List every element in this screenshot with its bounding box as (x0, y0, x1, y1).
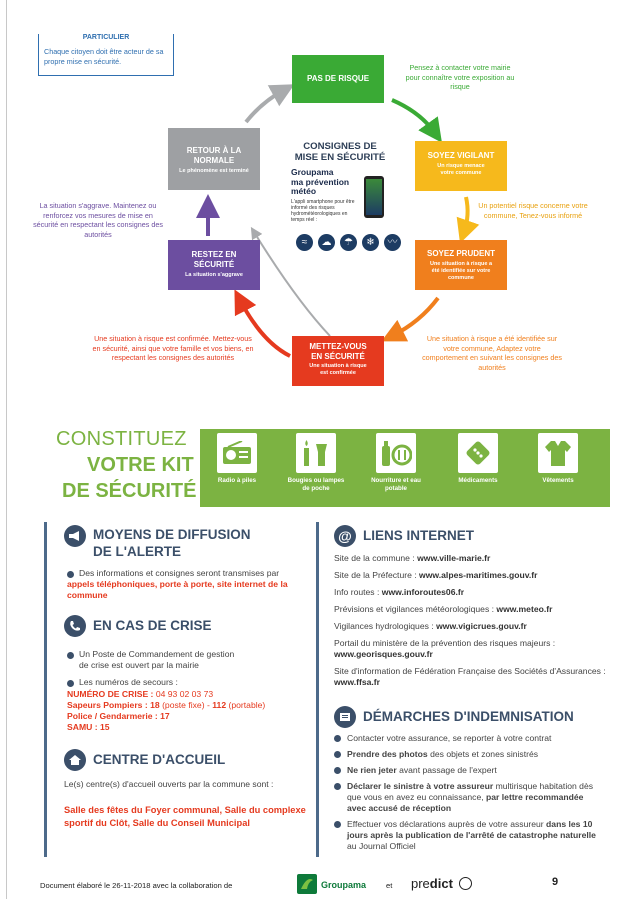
step-restez-title: RESTEZ EN SÉCURITÉ (191, 250, 237, 269)
crise-pompiers-18-note: (poste fixe) (162, 700, 205, 710)
crise-pompiers-112-note: (portable) (228, 700, 266, 710)
snow-icon: ❄ (362, 234, 379, 251)
demarche-item (334, 781, 596, 814)
lien-url[interactable]: www.ffsa.fr (334, 677, 380, 687)
particulier-text: Chaque citoyen doit être acteur de sa propre mise en sécurité. (44, 47, 164, 66)
step-vigilant-sub: Un risque menace votre commune (437, 163, 485, 176)
diffusion-title-line1: MOYENS DE DIFFUSION (93, 527, 251, 542)
flood-icon: 〰 (384, 234, 401, 251)
lien-label: Prévisions et vigilances météorologiques : (334, 604, 495, 614)
rain-icon: ☂ (340, 234, 357, 251)
demarche-bold: par lettre recommandée avec accusé de réception (347, 792, 584, 813)
megaphone-icon (64, 525, 86, 547)
demarches-list (334, 733, 596, 852)
app-desc: L'appli smartphone pour être informé des risques hydrométéorologiques en temps réel : (291, 199, 355, 223)
diffusion-title-line2: DE L'ALERTE (93, 544, 181, 559)
kit-item-medicaments (446, 433, 510, 485)
crise-numero-label: NUMÉRO DE CRISE : (67, 689, 154, 699)
groupama-logo-icon (297, 874, 317, 894)
candle-flashlight-icon (301, 438, 331, 468)
footer-text: Document élaboré le 26-11-2018 avec la collaboration de (40, 881, 233, 890)
demarche-text: Effectuer vos déclarations auprès de votre assureur (347, 819, 544, 829)
kit-item-vetements (526, 433, 590, 485)
liens-list (334, 553, 614, 688)
step-restez-sub: La situation s'aggrave (185, 272, 243, 278)
diffusion-text (67, 568, 307, 601)
kit-item-radio (205, 433, 269, 485)
at-icon: @ (334, 525, 356, 547)
demarche-text: avant passage de l'expert (396, 765, 497, 775)
center-title (278, 141, 402, 163)
kit-label-vetements: Vêtements (542, 477, 574, 484)
note-bottom-left: Une situation à risque est confirmée. Mettez-vous en sécurité, ainsi que votre famille et vos biens, en respectant les consignes des autorités (92, 334, 254, 363)
weather-icons (296, 234, 411, 254)
step-retour-sub: Le phénomène est terminé (179, 168, 249, 174)
right-section-bar (316, 522, 319, 857)
kit-title-line3: DE SÉCURITÉ (62, 480, 197, 502)
crise-bullet-1 (67, 652, 74, 659)
step-prudent (415, 240, 507, 290)
lien-label: Portail du ministère de la prévention des risques majeurs : (334, 638, 556, 648)
demarche-text: Contacter votre assurance, se reporter à votre contrat (347, 733, 552, 743)
lien-url[interactable]: www.georisques.gouv.fr (334, 649, 433, 659)
center-title-line1: CONSIGNES DE (303, 141, 377, 152)
app-name (291, 168, 361, 197)
crise-pc (79, 649, 309, 671)
lien-label: Vigilances hydrologiques : (334, 621, 434, 631)
diffusion-text-red: appels téléphoniques, porte à porte, site internet de la commune (67, 579, 288, 600)
lien-url[interactable]: www.vigicrues.gouv.fr (436, 621, 527, 631)
lien-row (334, 638, 614, 660)
arrow-green (392, 100, 435, 133)
step-mettez-sub: Une situation à risque est confirmée (309, 363, 367, 376)
step-pas-de-risque-title: PAS DE RISQUE (306, 74, 370, 83)
lien-label: Info routes : (334, 587, 380, 597)
shelter-icon (64, 749, 86, 771)
radio-icon (222, 441, 252, 465)
phone-icon (64, 615, 86, 637)
crise-pompiers-line: Sapeurs Pompiers : 18 (poste fixe) - 112 (portable) (67, 700, 266, 710)
lien-row (334, 604, 614, 615)
wind-icon: ≈ (296, 234, 313, 251)
kit-title-line2: VOTRE KIT (87, 454, 194, 476)
crise-secours-title: Les numéros de secours : (79, 677, 178, 687)
document-icon (334, 706, 356, 728)
step-prudent-sub: Une situation à risque a été identifiée sur votre commune (429, 261, 493, 281)
crise-samu: SAMU : 15 (67, 722, 110, 732)
kit-item-bougies (284, 433, 348, 493)
note-top-right: Pensez à contacter votre mairie pour connaître votre exposition au risque (405, 63, 515, 92)
lien-url[interactable]: www.inforoutes06.fr (381, 587, 465, 597)
step-mettez (292, 336, 384, 386)
accueil-places: Salle des fêtes du Foyer communal, Salle du complexe sportif du Clôt, Salle du Conseil Municipal (64, 805, 306, 828)
note-left: La situation s'aggrave. Maintenez ou renforcez vos mesures de mise en sécurité en respectant les consignes des autorités (33, 201, 163, 239)
kit-label-nourriture: Nourriture et eau potable (371, 477, 421, 492)
demarche-item (334, 765, 596, 776)
demarches-title: DÉMARCHES D'INDEMNISATION (363, 709, 574, 724)
step-mettez-title: METTEZ-VOUS EN SÉCURITÉ (309, 342, 367, 361)
crise-numero-value: 04 93 02 03 73 (155, 689, 214, 699)
left-section-bar (44, 522, 47, 857)
crise-pc-line1: Un Poste de Commandement de gestion (79, 649, 235, 659)
arrow-grey-top (246, 90, 284, 122)
demarche-item (334, 733, 596, 744)
lien-row (334, 587, 614, 598)
note-right: Un potentiel risque concerne votre commune, Tenez-vous informé (478, 201, 588, 220)
demarche-item (334, 819, 596, 852)
kit-item-nourriture (364, 433, 428, 493)
diffusion-title (93, 526, 251, 560)
demarche-bold: dans les 10 jours après la publication de l'arrêté de catastrophe naturelle (347, 819, 596, 840)
crise-title: EN CAS DE CRISE (93, 618, 212, 633)
food-water-icon (380, 438, 412, 468)
particulier-title: PARTICULIER (39, 34, 173, 41)
predict-logo-a: pre (411, 876, 430, 891)
lien-url[interactable]: www.meteo.fr (496, 604, 553, 614)
step-restez (168, 240, 260, 290)
demarche-bold: Ne rien jeter (347, 765, 397, 775)
crise-numbers (67, 689, 307, 733)
lien-row (334, 553, 614, 564)
app-name-line1: Groupama (291, 167, 334, 177)
lien-url[interactable]: www.alpes-maritimes.gouv.fr (419, 570, 538, 580)
crise-pompiers-label: Sapeurs Pompiers : (67, 700, 148, 710)
crise-bullet-2 (67, 680, 74, 687)
crise-pompiers-18: 18 (150, 700, 160, 710)
crise-pompiers-112: 112 (212, 700, 227, 710)
demarche-bold: Prendre des photos (347, 749, 428, 759)
footer-et: et (386, 881, 393, 890)
kit-band (200, 429, 610, 507)
lien-label: Site de la Préfecture : (334, 570, 417, 580)
step-vigilant-title: SOYEZ VIGILANT (427, 151, 495, 160)
center-title-line2: MISE EN SÉCURITÉ (294, 152, 386, 163)
clothes-icon (543, 438, 573, 468)
liens-title: LIENS INTERNET (363, 528, 475, 543)
predict-icon (459, 877, 472, 890)
lien-url[interactable]: www.ville-marie.fr (417, 553, 491, 563)
step-vigilant (415, 141, 507, 191)
crise-pc-line2: de crise est ouvert par la mairie (79, 660, 199, 670)
step-retour (168, 128, 260, 190)
demarche-item (334, 749, 596, 760)
lien-row (334, 570, 614, 581)
smartphone-image (364, 176, 384, 218)
kit-label-medicaments: Médicaments (458, 477, 498, 484)
storm-icon: ☁ (318, 234, 335, 251)
accueil-text: Le(s) centre(s) d'accueil ouverts par la commune sont : (64, 779, 274, 789)
demarche-text: multirisque habitation dès que vous en avez eu connaissance, (347, 781, 594, 802)
demarche-text: des objets et zones sinistrés (427, 749, 539, 759)
accueil-title: CENTRE D'ACCUEIL (93, 752, 226, 767)
app-name-line3: météo (291, 186, 317, 197)
medicine-icon (463, 438, 493, 468)
kit-label-bougies: Bougies ou lampes de poche (287, 477, 345, 492)
arrow-orange (392, 298, 438, 336)
demarche-text: au Journal Officiel (347, 841, 416, 851)
lien-label: Site de la commune : (334, 553, 415, 563)
kit-label-radio: Radio à piles (217, 477, 257, 484)
note-bottom-right: Une situation à risque a été identifiée sur votre commune, Adaptez votre comportement en suivant les consignes des autorités (422, 334, 562, 372)
step-prudent-title: SOYEZ PRUDENT (426, 249, 495, 258)
kit-title-line1: CONSTITUEZ (56, 428, 187, 450)
demarche-bold: Déclarer le sinistre à votre assureur (347, 781, 494, 791)
predict-logo-b: dict (429, 876, 453, 891)
step-retour-title: RETOUR À LA NORMALE (186, 146, 242, 165)
crise-numero-line (67, 689, 307, 700)
groupama-logo-text: Groupama (321, 880, 367, 890)
app-name-line2: ma prévention (291, 176, 350, 187)
arrow-yellow (464, 197, 468, 232)
lien-row (334, 666, 614, 688)
page-number: 9 (552, 876, 559, 888)
step-pas-de-risque (292, 55, 384, 103)
lien-label: Site d'information de Fédération Française des Sociétés d'Assurances : (334, 666, 606, 676)
lien-row (334, 621, 614, 632)
crise-police: Police / Gendarmerie : 17 (67, 711, 170, 721)
predict-logo (411, 876, 453, 891)
diffusion-text-main: Des informations et consignes seront transmises par (79, 568, 280, 578)
